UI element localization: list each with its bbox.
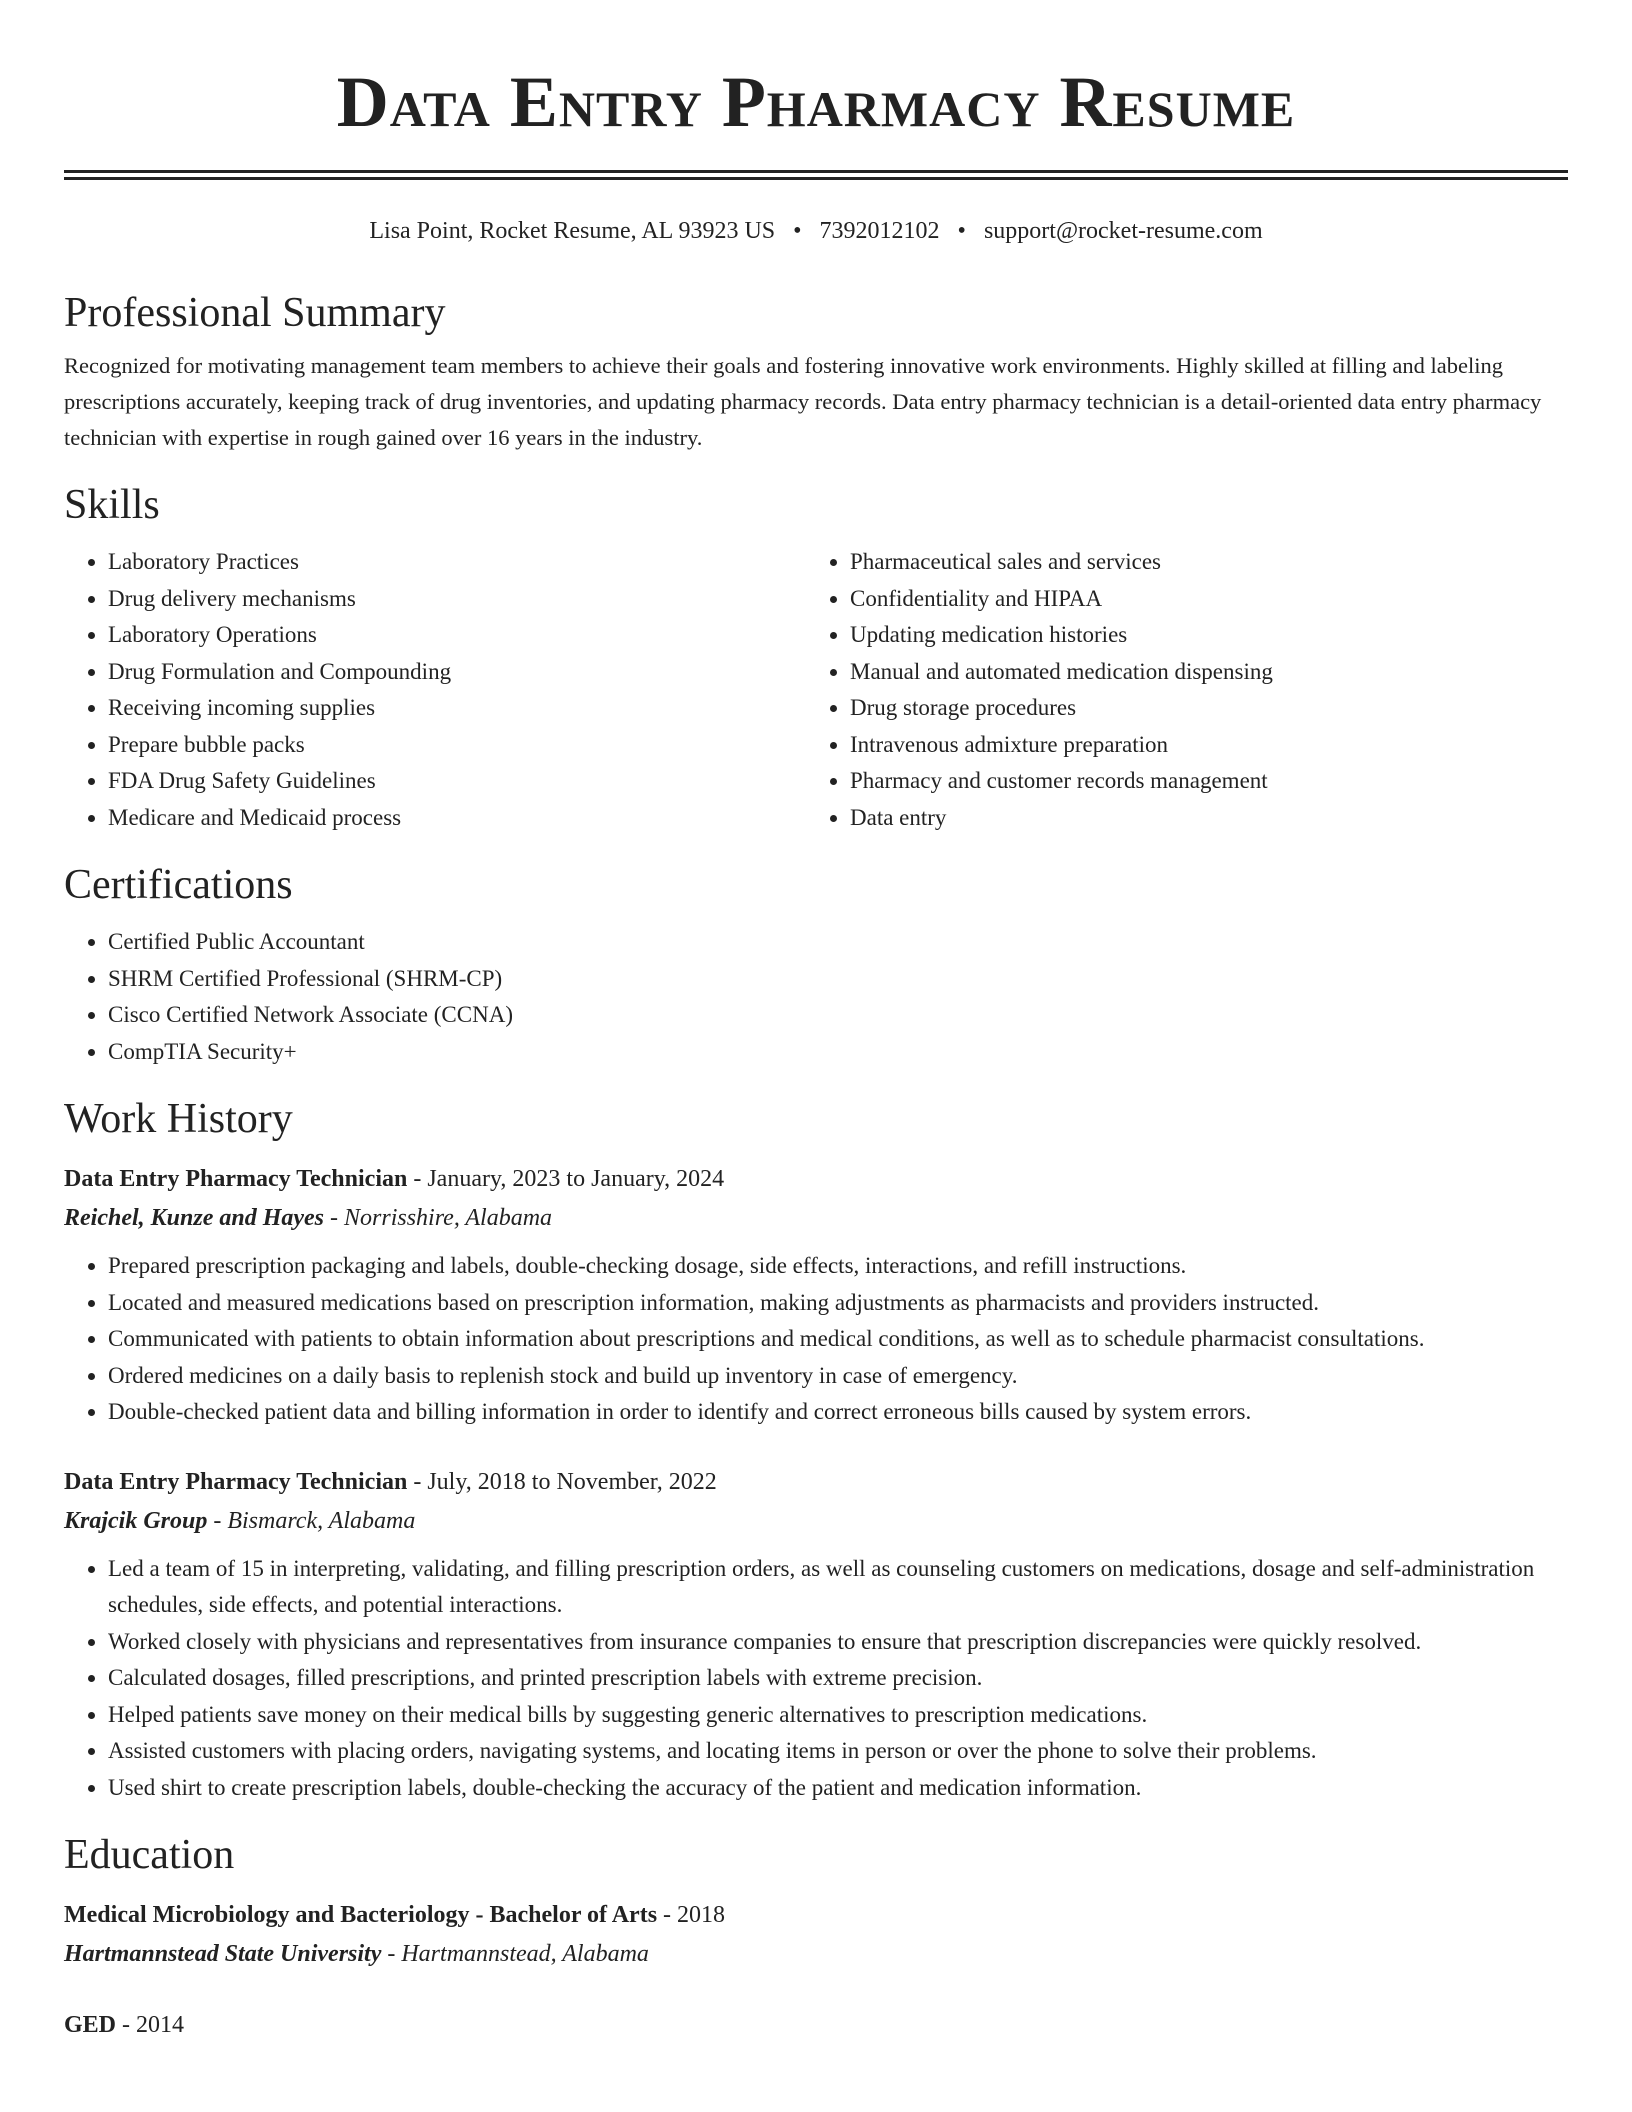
list-item: • Prepare bubble packs	[108, 727, 806, 764]
skills-heading: Skills	[64, 482, 160, 528]
summary-heading: Professional Summary	[64, 290, 446, 336]
list-item: • Helped patients save money on their medical bills by suggesting generic alternatives to prescription medications.	[108, 1697, 1568, 1734]
skills-list-right	[806, 544, 1548, 836]
degree-year: - 2014	[116, 2012, 185, 2038]
list-item: • FDA Drug Safety Guidelines	[108, 763, 806, 800]
summary-section	[64, 288, 1568, 456]
list-item: • Assisted customers with placing orders, navigating systems, and locating items in person or over the phone to solve their problems.	[108, 1733, 1568, 1770]
job-title: Data Entry Pharmacy Technician	[64, 1166, 408, 1192]
title-divider	[64, 170, 1568, 180]
degree-year: - 2018	[657, 1902, 726, 1928]
list-item: • Medicare and Medicaid process	[108, 800, 806, 837]
list-item: • CompTIA Security+	[108, 1034, 1568, 1071]
list-item: • Located and measured medications based on prescription information, making adjustments as pharmacists and providers instructed.	[108, 1285, 1568, 1322]
list-item: • Data entry	[850, 800, 1548, 837]
certifications-heading: Certifications	[64, 862, 293, 908]
education-entry	[64, 2006, 1568, 2044]
contact-separator: •	[957, 218, 966, 244]
list-item: • Pharmacy and customer records management	[850, 763, 1548, 800]
education-header	[64, 1896, 1568, 1934]
job-header	[64, 1160, 1568, 1198]
skills-section	[64, 480, 1568, 836]
list-item: • Updating medication histories	[850, 617, 1548, 654]
list-item: • Laboratory Practices	[108, 544, 806, 581]
list-item: • Laboratory Operations	[108, 617, 806, 654]
job-entry	[64, 1463, 1568, 1807]
job-entry	[64, 1160, 1568, 1431]
list-item: • Prepared prescription packaging and labels, double-checking dosage, side effects, interactions, and refill instructions.	[108, 1248, 1568, 1285]
education-school	[64, 1934, 1568, 1974]
certifications-section	[64, 860, 1568, 1070]
job-employer	[64, 1198, 1568, 1238]
skills-list-left	[64, 544, 806, 836]
contact-line	[64, 214, 1568, 248]
list-item: • Pharmaceutical sales and services	[850, 544, 1548, 581]
degree-name: Medical Microbiology and Bacteriology - Bachelor of Arts	[64, 1902, 658, 1928]
list-item: • SHRM Certified Professional (SHRM-CP)	[108, 961, 1568, 998]
contact-email: support@rocket-resume.com	[983, 218, 1263, 244]
contact-separator: •	[793, 218, 802, 244]
job-location: - Bismarck, Alabama	[207, 1507, 416, 1534]
job-dates: - July, 2018 to November, 2022	[407, 1468, 717, 1495]
school-location: - Hartmannstead, Alabama	[381, 1941, 649, 1967]
education-entry	[64, 1896, 1568, 1974]
job-location: - Norrisshire, Alabama	[324, 1205, 553, 1231]
list-item: • Manual and automated medication dispensing	[850, 654, 1548, 691]
job-duties-list	[64, 1248, 1568, 1431]
education-header	[64, 2006, 1568, 2044]
job-employer	[64, 1501, 1568, 1541]
list-item: • Ordered medicines on a daily basis to replenish stock and build up inventory in case of emergency.	[108, 1358, 1568, 1395]
job-duties-list	[64, 1551, 1568, 1807]
list-item: • Intravenous admixture preparation	[850, 727, 1548, 764]
list-item: • Worked closely with physicians and representatives from insurance companies to ensure that prescription discrepancies were quickly resolved.	[108, 1624, 1568, 1661]
list-item: • Confidentiality and HIPAA	[850, 581, 1548, 618]
list-item: • Drug delivery mechanisms	[108, 581, 806, 618]
work-history-heading: Work History	[64, 1096, 293, 1142]
education-heading: Education	[64, 1832, 235, 1878]
job-header	[64, 1463, 1568, 1501]
list-item: • Used shirt to create prescription labels, double-checking the accuracy of the patient and medication information.	[108, 1770, 1568, 1807]
summary-text: Recognized for motivating management team members to achieve their goals and fostering innovative work environments. Highly skilled at filling and labeling prescriptions accurately, keeping track of drug inventories, and updating pharmacy records. Data entry pharmacy technician is a detail-oriented data entry pharmacy technician with expertise in rough gained over 16 years in the industry.	[64, 353, 1542, 450]
list-item: • Cisco Certified Network Associate (CCNA)	[108, 997, 1568, 1034]
contact-address: Lisa Point, Rocket Resume, AL 93923 US	[369, 218, 776, 244]
contact-phone: 7392012102	[819, 218, 940, 244]
list-item: • Double-checked patient data and billing information in order to identify and correct erroneous bills caused by system errors.	[108, 1394, 1568, 1431]
list-item: • Drug Formulation and Compounding	[108, 654, 806, 691]
list-item: • Drug storage procedures	[850, 690, 1548, 727]
skills-columns	[64, 544, 1568, 836]
company-name: Reichel, Kunze and Hayes	[64, 1205, 325, 1231]
list-item: • Led a team of 15 in interpreting, validating, and filling prescription orders, as well as counseling customers on medications, dosage and self-administration schedules, side effects, and potential interactions.	[108, 1551, 1568, 1624]
list-item: • Certified Public Accountant	[108, 924, 1568, 961]
job-dates: - January, 2023 to January, 2024	[407, 1166, 725, 1192]
certifications-list	[64, 924, 1568, 1070]
list-item: • Calculated dosages, filled prescriptions, and printed prescription labels with extreme precision.	[108, 1660, 1568, 1697]
degree-name: GED	[64, 2012, 117, 2038]
work-history-section	[64, 1094, 1568, 1806]
job-title: Data Entry Pharmacy Technician	[64, 1468, 408, 1495]
company-name: Krajcik Group	[64, 1507, 208, 1534]
education-section	[64, 1830, 1568, 2044]
school-name: Hartmannstead State University	[64, 1941, 382, 1967]
resume-title: Data Entry Pharmacy Resume	[336, 62, 1296, 142]
list-item: • Communicated with patients to obtain information about prescriptions and medical conditions, as well as to schedule pharmacist consultations.	[108, 1321, 1568, 1358]
list-item: • Receiving incoming supplies	[108, 690, 806, 727]
